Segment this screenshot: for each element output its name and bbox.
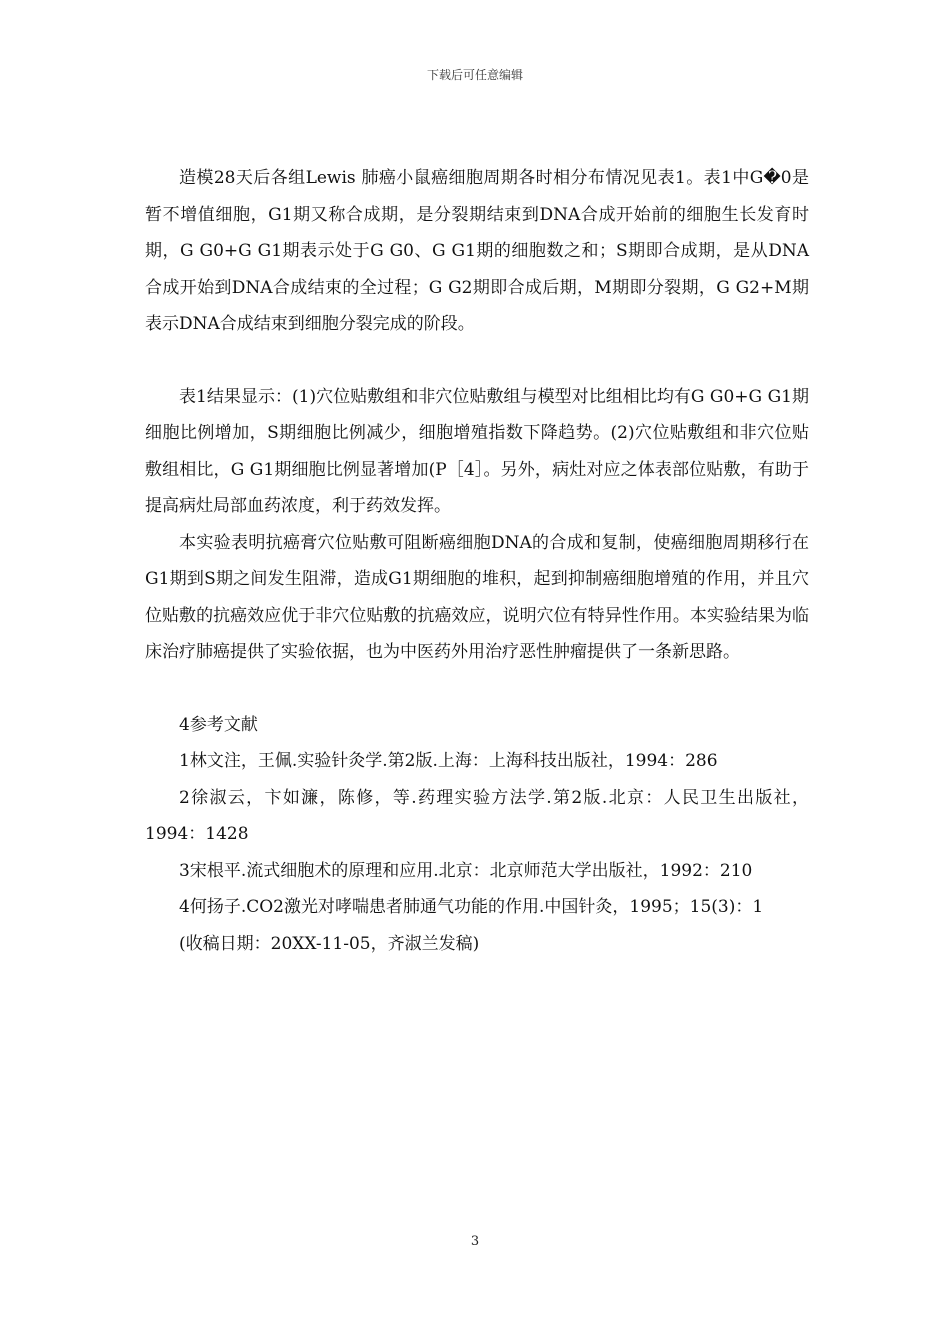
page-number: 3 xyxy=(470,1234,480,1249)
references-heading: 4参考文献 xyxy=(179,714,258,735)
paragraph-results: 表1结果显示：(1)穴位贴敷组和非穴位贴敷组与模型对比组相比均有G G0+G G1期细胞比例增加，S期细胞比例减少，细胞增殖指数下降趋势。(2)穴位贴敷组和非穴位贴敷组相比，G G1期细胞比例显著增加(P［4］。另外，病灶对应之体表部位贴敷，有助于提高病灶局部血药浓度，利于药效发挥。 xyxy=(145,386,809,516)
reference-item: 3宋根平.流式细胞术的原理和应用.北京：北京师范大学出版社，1992：210 xyxy=(179,860,753,881)
document-body xyxy=(145,160,809,962)
paragraph-cell-cycle: 造模28天后各组Lewis 肺癌小鼠癌细胞周期各时相分布情况见表1。表1中G�0是暂不增值细胞，G1期又称合成期，是分裂期结束到DNA合成开始前的细胞生长发育时期，G G0+G G1期表示处于G G0、G G1期的细胞数之和；S期即合成期，是从DNA合成开始到DNA合成结束的全过程；G G2期即合成后期，M期即分裂期，G G2+M期表示DNA合成结束到细胞分裂完成的阶段。 xyxy=(145,168,809,334)
page-header: 下载后可任意编辑 xyxy=(426,68,523,82)
received-date-note: (收稿日期：20XX-11-05，齐淑兰发稿) xyxy=(179,933,480,954)
reference-item: 1林文注，王佩.实验针灸学.第2版.上海：上海科技出版社，1994：286 xyxy=(179,751,718,771)
reference-item: 4何扬子.CO2激光对哮喘患者肺通气功能的作用.中国针灸，1995；15(3)：1 xyxy=(179,897,764,917)
paragraph-conclusion: 本实验表明抗癌膏穴位贴敷可阻断癌细胞DNA的合成和复制，使癌细胞周期移行在G1期到S期之间发生阻滞，造成G1期细胞的堆积，起到抑制癌细胞增殖的作用，并且穴位贴敷的抗癌效应优于非穴位贴敷的抗癌效应，说明穴位有特异性作用。本实验结果为临床治疗肺癌提供了实验依据，也为中医药外用治疗恶性肿瘤提供了一条新思路。 xyxy=(145,532,809,662)
reference-item: 2徐淑云，卞如濂，陈修，等.药理实验方法学.第2版.北京：人民卫生出版社，1994：1428 xyxy=(145,787,809,844)
